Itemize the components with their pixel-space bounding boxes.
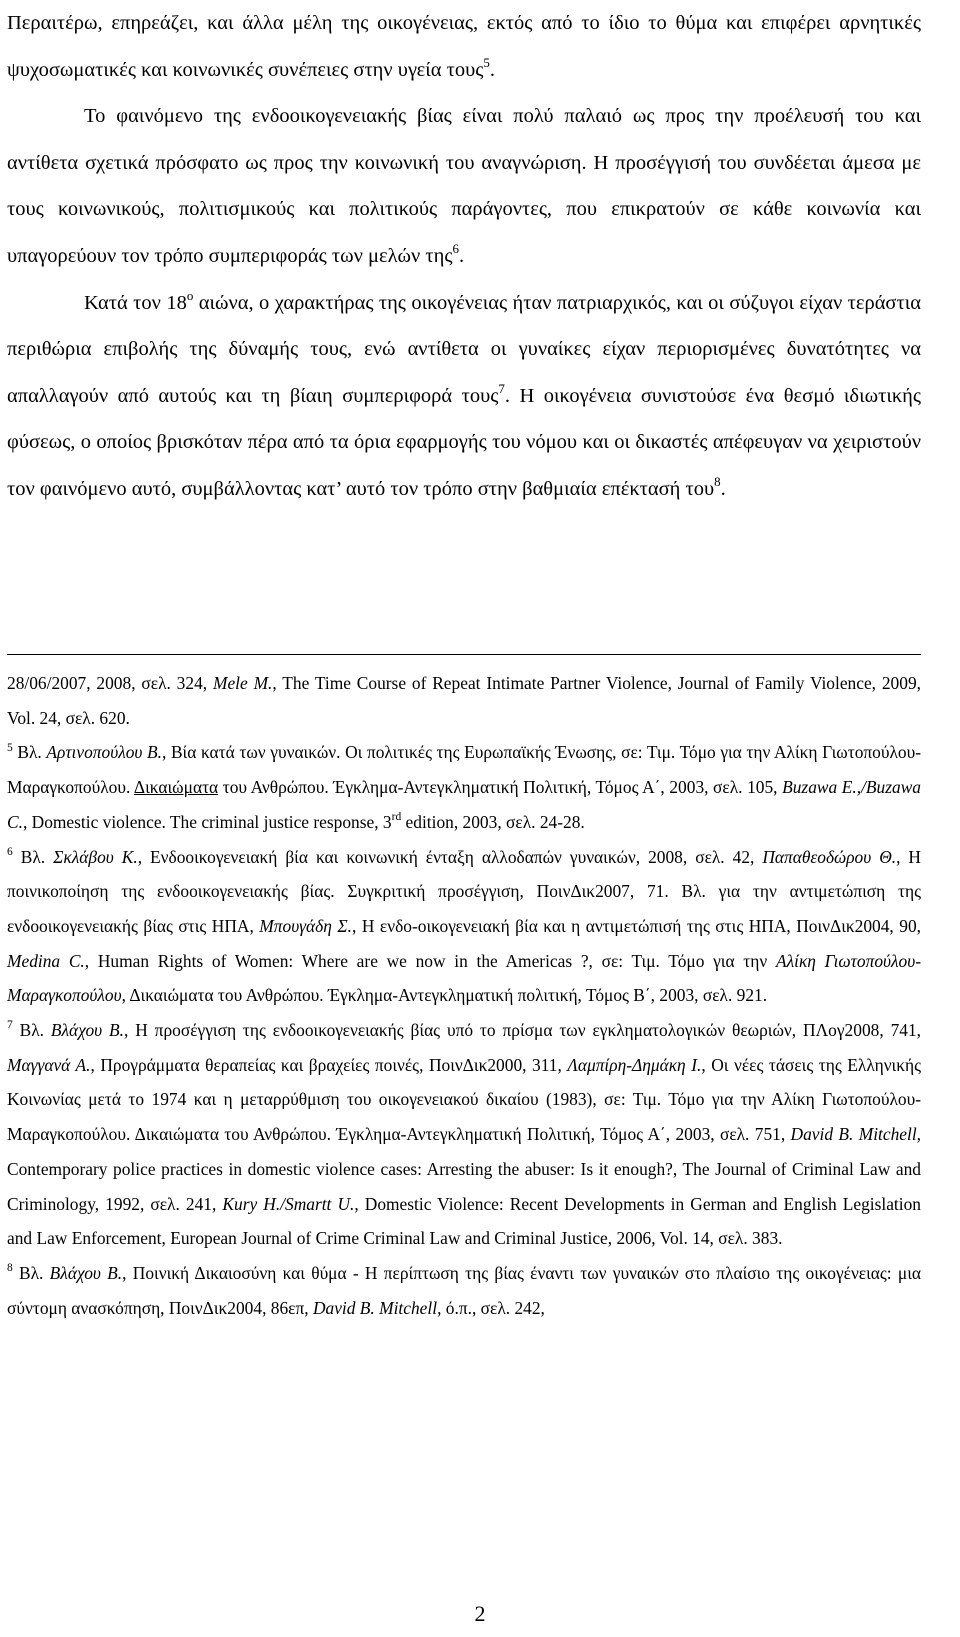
- footnote-ref-5: 5: [483, 54, 490, 70]
- footnote-text: , Δικαιώματα του Ανθρώπου. Έγκλημα-Αντεγκληματική πολιτική, Τόμος Β΄, 2003, σελ. 921.: [121, 985, 768, 1006]
- punctuation: .: [720, 477, 726, 500]
- author-name: Μπουγάδη Σ.: [259, 915, 353, 936]
- footnotes: [7, 666, 921, 1325]
- footnote-text: , Προγράμματα θεραπείας και βραχείες ποινές, ΠοινΔικ2000, 311,: [90, 1054, 568, 1075]
- footnote-text: , Οι νέες τάσεις της Ελληνικής Κοινωνίας μετά το 1974 και η μεταρρύθμιση του οικογενειακού δικαίου (1983), σε: Τιμ. Τόμο για την Αλίκη Γιωτοπούλου-Μαραγκοπούλου. Δικαιώματα του Ανθρώπου. Έγκλημα-Αντεγκληματική Πολιτική, Τόμος Α΄, 2003, σελ. 751,: [7, 1054, 921, 1145]
- author-name: Βλάχου Β.: [49, 1262, 123, 1283]
- page-number: 2: [474, 1601, 486, 1626]
- footnote-text: edition, 2003, σελ. 24-28.: [401, 811, 585, 832]
- footnote-ref-7: 7: [498, 380, 505, 396]
- author-name: Kury H./Smartt U.: [222, 1193, 355, 1214]
- footnote-text: Βλ.: [12, 742, 47, 763]
- footnote-text: , Η προσέγγιση της ενδοοικογενειακής βίας υπό το πρίσμα των εγκληματολογικών θεωριών, ΠΛογ2008, 741,: [124, 1020, 922, 1041]
- footnote-ref-8: 8: [714, 474, 721, 490]
- author-name: Buzawa E.,/Buzawa C.: [7, 777, 921, 832]
- author-name: Παπαθεοδώρου Θ.: [762, 846, 897, 867]
- footnote-text: , The Time Course of Repeat Intimate Partner Violence, Journal of Family Violence, 2009, Vol. 24, σελ. 620.: [7, 673, 921, 728]
- footnote-text: Βλ.: [12, 1020, 51, 1041]
- footnote-text: του Ανθρώπου. Έγκλημα-Αντεγκληματική Πολιτική, Τόμος Α΄, 2003, σελ. 105,: [218, 777, 783, 798]
- footnote-5: [7, 735, 921, 839]
- paragraph-3: [7, 280, 921, 513]
- footnote-text: , Ενδοοικογενειακή βία και κοινωνική ένταξη αλλοδαπών γυναικών, 2008, σελ. 42,: [137, 846, 763, 867]
- author-name: Σκλάβου Κ.: [53, 846, 138, 867]
- footnote-text: Βλ.: [12, 1262, 50, 1283]
- paragraph-text: Περαιτέρω, επηρεάζει, και άλλα μέλη της οικογένειας, εκτός από το ίδιο το θύμα και επιφέρει αρνητικές ψυχοσωματικές και κοινωνικές συνέπειες στην υγεία τους: [7, 12, 921, 81]
- footnote-number: 5: [7, 741, 13, 754]
- author-name: Mele M.: [212, 673, 273, 693]
- ordinal-superscript: rd: [391, 811, 402, 824]
- footnote-text: Contemporary police practices in domestic violence cases: Arresting the abuser: Is it enough?, The Journal of Criminal Law and Criminology, 1992, σελ. 241,: [7, 1158, 921, 1214]
- ordinal-superscript: ο: [186, 287, 194, 303]
- footnote-continuation: [7, 666, 921, 735]
- footnote-text: 28/06/2007, 2008, σελ. 324,: [7, 673, 213, 693]
- footnote-text: ό.π., σελ. 242,: [441, 1297, 545, 1318]
- author-name: Βλάχου Β.: [50, 1020, 125, 1041]
- footnote-text: , Domestic violence. The criminal justice response, 3: [22, 811, 392, 832]
- author-name: Medina C.: [7, 950, 85, 971]
- author-name: Λαμπίρη-Δημάκη Ι.: [567, 1054, 702, 1075]
- footnote-text: , Βία κατά των γυναικών. Οι πολιτικές της Ευρωπαϊκής Ένωσης, σε: Τιμ. Τόμο για την Αλίκη Γιωτοπούλου-Μαραγκοπούλου.: [7, 742, 922, 798]
- footnote-7: [7, 1013, 921, 1256]
- footnote-number: 6: [7, 845, 13, 858]
- footnote-separator: [7, 654, 921, 655]
- paragraph-text: αιώνα, ο χαρακτήρας της οικογένειας ήταν πατριαρχικός, και οι σύζυγοι είχαν τεράστια περιθώρια επιβολής της δύναμής τους, ενώ αντίθετα οι γυναίκες είχαν περιορισμένες δυνατότητες να απαλλαγούν από αυτούς και τη βίαιη συμπεριφορά τους: [7, 291, 921, 407]
- footnote-number: 8: [7, 1262, 13, 1275]
- punctuation: .: [489, 58, 496, 81]
- footnote-8: [7, 1256, 921, 1325]
- punctuation: .: [458, 244, 465, 267]
- body-text: [7, 0, 921, 513]
- paragraph-1: [7, 0, 921, 93]
- footnote-number: 7: [7, 1019, 13, 1032]
- paragraph-text: Το φαινόμενο της ενδοοικογενειακής βίας είναι πολύ παλαιό ως προς την προέλευσή του και αντίθετα σχετικά πρόσφατο ως προς την κοινωνική του αναγνώριση. Η προσέγγισή του συνδέεται άμεσα με τους κοινωνικούς, πολιτισμικούς και πολιτικούς παράγοντες, που επικρατούν σε κάθε κοινωνία και υπαγορεύουν τον τρόπο συμπεριφοράς των μελών της: [7, 105, 921, 267]
- author-name: Αλίκη Γιωτοπούλου-Μαραγκοπούλου: [7, 950, 921, 1006]
- footnote-text: , Η ποινικοποίηση της ενδοοικογενειακής βίας. Συγκριτική προσέγγιση, ΠοινΔικ2007, 71. Βλ. για την αντιμετώπιση της ενδοοικογενειακής βίας στις ΗΠΑ,: [7, 846, 921, 936]
- footnote-text: , Ποινική Δικαιοσύνη και θύμα - Η περίπτωση της βίας έναντι των γυναικών στο πλαίσιο της οικογένειας: μια σύντομη ανασκόπηση, ΠοινΔικ2004, 86επ,: [7, 1262, 921, 1318]
- paragraph-text: Κατά τον 18: [84, 291, 187, 314]
- author-name: David B. Mitchell,: [790, 1124, 921, 1145]
- underlined-text: Δικαιώματα: [133, 777, 219, 798]
- footnote-6: [7, 840, 921, 1014]
- footnote-text: , Human Rights of Women: Where are we now in the Americas ?, σε: Τιμ. Τόμο για την: [84, 950, 776, 971]
- footnote-text: , Η ενδο-οικογενειακή βία και η αντιμετώπισή της στις ΗΠΑ, ΠοινΔικ2004, 90,: [352, 915, 921, 936]
- footnote-text: Βλ.: [12, 846, 54, 867]
- footnote-ref-6: 6: [452, 241, 459, 257]
- footnote-text: , Domestic Violence: Recent Developments in German and English Legislation and Law Enforcement, European Journal of Crime Criminal Law and Criminal Justice, 2006, Vol. 14, σελ. 383.: [7, 1193, 921, 1249]
- author-name: David B. Mitchell,: [312, 1297, 442, 1318]
- paragraph-2: [7, 93, 921, 279]
- paragraph-text: . Η οικογένεια συνιστούσε ένα θεσμό ιδιωτικής φύσεως, ο οποίος βρισκόταν πέρα από τα όρια εφαρμογής του νόμου και οι δικαστές απέφευγαν να χειριστούν τον φαινόμενο αυτό, συμβάλλοντας κατ’ αυτό τον τρόπο στην βαθμιαία επέκτασή του: [7, 384, 922, 500]
- author-name: Αρτινοπούλου Β.: [46, 742, 162, 763]
- author-name: Μαγγανά Α.: [7, 1054, 91, 1075]
